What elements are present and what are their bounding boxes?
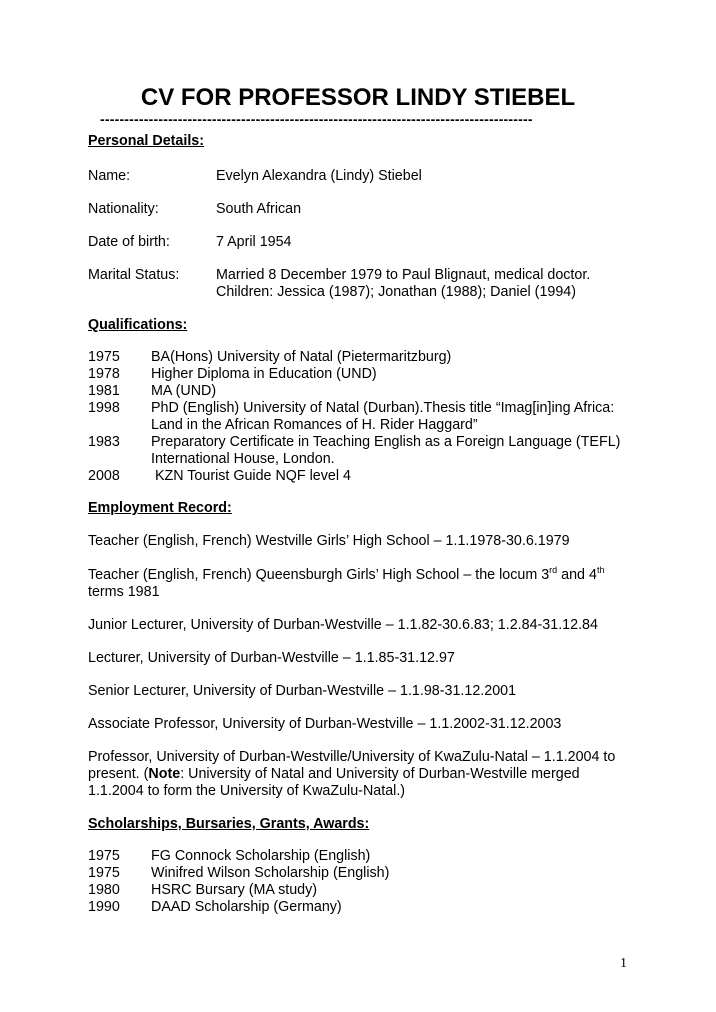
- scholarships-heading: Scholarships, Bursaries, Grants, Awards:: [88, 816, 370, 832]
- year: 1975: [88, 848, 120, 864]
- employment-entry-continued: terms 1981: [88, 584, 160, 600]
- employment-record-heading: Employment Record:: [88, 500, 232, 516]
- qualification-text: BA(Hons) University of Natal (Pietermaritzburg): [151, 349, 452, 365]
- scholarship-text: Winifred Wilson Scholarship (English): [151, 865, 390, 881]
- year: 1998: [88, 400, 120, 416]
- field-label: Date of birth:: [88, 234, 170, 250]
- scholarship-text: HSRC Bursary (MA study): [151, 882, 318, 898]
- year: 2008: [88, 468, 120, 484]
- employment-entry: Senior Lecturer, University of Durban-Westville – 1.1.98-31.12.2001: [88, 683, 517, 699]
- field-label: Marital Status:: [88, 267, 180, 283]
- year: 1981: [88, 383, 120, 399]
- year: 1978: [88, 366, 120, 382]
- field-value: 7 April 1954: [216, 234, 292, 250]
- employment-text: present. (: [88, 766, 149, 782]
- employment-text: Teacher (English, French) Queensburgh Girls’ High School – the locum 3: [88, 567, 550, 583]
- employment-entry-continued: [88, 766, 633, 783]
- field-value: Married 8 December 1979 to Paul Blignaut, medical doctor.: [216, 267, 591, 283]
- qualification-text: KZN Tourist Guide NQF level 4: [151, 468, 351, 484]
- field-label: Name:: [88, 168, 131, 184]
- qualification-text: PhD (English) University of Natal (Durban).Thesis title “Imag[in]ing Africa:: [151, 400, 615, 416]
- year: 1975: [88, 349, 120, 365]
- employment-entry: Teacher (English, French) Westville Girls’ High School – 1.1.1978-30.6.1979: [88, 533, 570, 549]
- employment-entry: Professor, University of Durban-Westville/University of KwaZulu-Natal – 1.1.2004 to: [88, 749, 616, 765]
- ordinal-suffix: th: [596, 565, 605, 575]
- title-divider: -----------------------------------------------------------------------------------------: [100, 112, 533, 126]
- scholarship-text: DAAD Scholarship (Germany): [151, 899, 342, 915]
- employment-entry: Associate Professor, University of Durban-Westville – 1.1.2002-31.12.2003: [88, 716, 562, 732]
- employment-entry: Lecturer, University of Durban-Westville – 1.1.85-31.12.97: [88, 650, 455, 666]
- page-number: 1: [620, 956, 627, 971]
- field-label: Nationality:: [88, 201, 159, 217]
- year: 1990: [88, 899, 120, 915]
- field-value: South African: [216, 201, 302, 217]
- employment-entry: Junior Lecturer, University of Durban-Westville – 1.1.82-30.6.83; 1.2.84-31.12.84: [88, 617, 598, 633]
- year: 1975: [88, 865, 120, 881]
- year: 1983: [88, 434, 120, 450]
- qualification-text: International House, London.: [151, 451, 335, 467]
- personal-details-heading: Personal Details:: [88, 133, 205, 149]
- employment-entry-continued: 1.1.2004 to form the University of KwaZulu-Natal.): [88, 783, 406, 799]
- field-value: Evelyn Alexandra (Lindy) Stiebel: [216, 168, 422, 184]
- year: 1980: [88, 882, 120, 898]
- scholarship-text: FG Connock Scholarship (English): [151, 848, 371, 864]
- qualification-text: Land in the African Romances of H. Rider Haggard”: [151, 417, 478, 433]
- qualification-text: Higher Diploma in Education (UND): [151, 366, 377, 382]
- qualification-text: Preparatory Certificate in Teaching English as a Foreign Language (TEFL): [151, 434, 621, 450]
- employment-entry: [88, 567, 633, 584]
- qualifications-heading: Qualifications:: [88, 317, 188, 333]
- employment-text: : University of Natal and University of Durban-Westville merged: [180, 766, 580, 782]
- ordinal-suffix: rd: [549, 565, 558, 575]
- employment-text: and 4: [557, 567, 597, 583]
- note-label: Note: [148, 766, 181, 782]
- field-value: Children: Jessica (1987); Jonathan (1988); Daniel (1994): [216, 284, 577, 300]
- document-title: CV FOR PROFESSOR LINDY STIEBEL: [140, 84, 576, 111]
- qualification-text: MA (UND): [151, 383, 217, 399]
